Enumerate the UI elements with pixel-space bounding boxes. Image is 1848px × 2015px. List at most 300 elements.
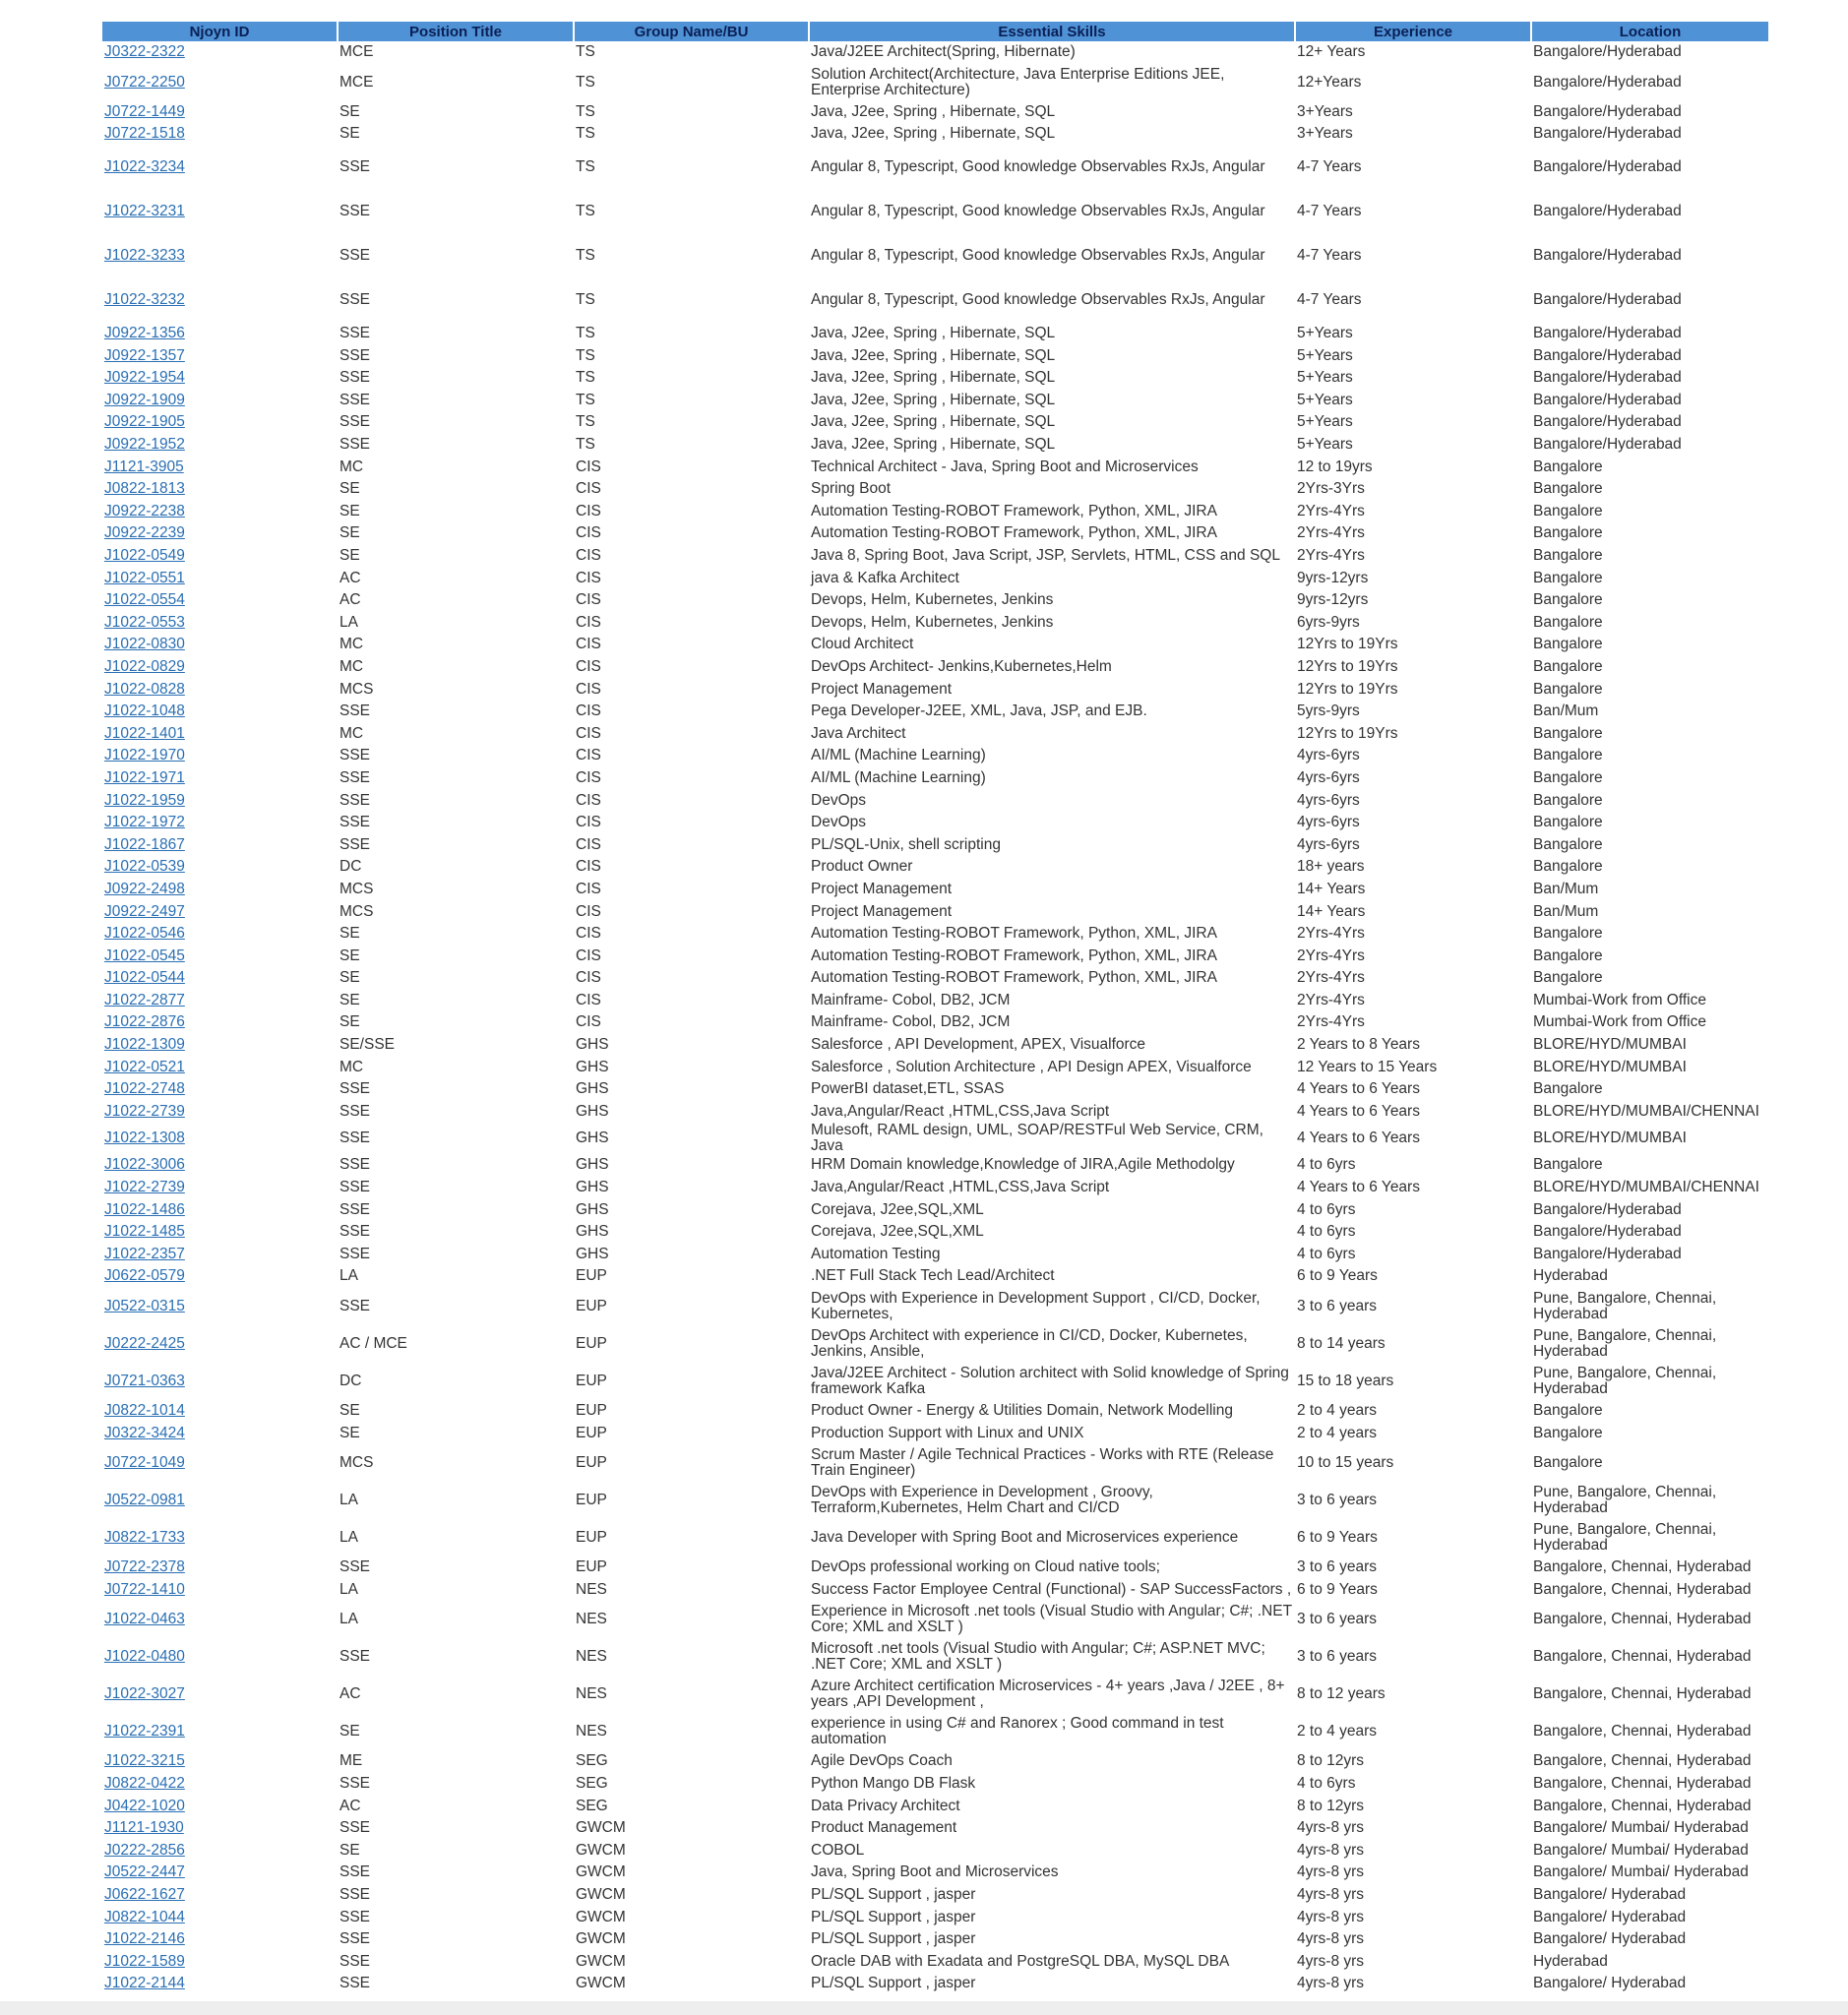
- cell-job-id-link: [102, 612, 338, 635]
- table-row: [102, 701, 1769, 723]
- job-id-link[interactable]: J0222-2425: [104, 1334, 185, 1352]
- cell-experience: 2Yrs-4Yrs: [1297, 991, 1365, 1008]
- cell-job-id-link: [102, 701, 338, 723]
- job-id-link[interactable]: J0322-2322: [104, 43, 185, 61]
- cell-experience: 4 to 6yrs: [1297, 1223, 1356, 1241]
- cell-job-id-link: [102, 1221, 338, 1244]
- cell-location: Bangalore/Hyderabad: [1533, 1200, 1682, 1218]
- cell-experience: 2Yrs-4Yrs: [1297, 1013, 1365, 1031]
- cell-position-title: MCE: [339, 43, 374, 61]
- job-id-link[interactable]: J0522-0981: [104, 1491, 185, 1508]
- table-row: [102, 1444, 1769, 1482]
- cell-location: BLORE/HYD/MUMBAI/CHENNAI: [1533, 1179, 1759, 1196]
- table-row: [102, 1579, 1769, 1602]
- cell-experience: 3+Years: [1297, 125, 1353, 143]
- col-header-position-title: Position Title: [338, 22, 574, 41]
- cell-essential-skills: Automation Testing-ROBOT Framework, Python, XML, JIRA: [811, 502, 1217, 519]
- cell-job-id-link: [102, 123, 338, 146]
- job-id-link[interactable]: J1022-3006: [104, 1156, 185, 1174]
- job-id-link[interactable]: J0922-1954: [104, 369, 185, 387]
- cell-experience: 6 to 9 Years: [1297, 1580, 1378, 1598]
- cell-experience: 4 to 6yrs: [1297, 1200, 1356, 1218]
- cell-group-name: EUP: [576, 1424, 607, 1441]
- cell-job-id-link: [102, 722, 338, 745]
- table-row: [102, 41, 1769, 64]
- cell-group-name: GHS: [576, 1036, 609, 1054]
- cell-group-name: CIS: [576, 791, 601, 809]
- job-id-link[interactable]: J1022-0539: [104, 858, 185, 876]
- cell-essential-skills: Java, J2ee, Spring , Hibernate, SQL: [811, 369, 1056, 387]
- cell-job-id-link: [102, 1101, 338, 1124]
- job-id-link[interactable]: J0522-2447: [104, 1863, 185, 1881]
- table-row: [102, 833, 1769, 856]
- cell-job-id-link: [102, 900, 338, 923]
- cell-experience: 6 to 9 Years: [1297, 1267, 1378, 1285]
- cell-job-id-link: [102, 745, 338, 767]
- job-id-link[interactable]: J0922-1909: [104, 391, 185, 408]
- cell-group-name: SEG: [576, 1797, 608, 1814]
- cell-job-id-link: [102, 278, 338, 323]
- cell-job-id-link: [102, 1198, 338, 1221]
- job-id-link[interactable]: J0822-1014: [104, 1402, 185, 1420]
- cell-job-id-link: [102, 1750, 338, 1773]
- cell-group-name: GWCM: [576, 1885, 626, 1903]
- job-id-link[interactable]: J1022-1970: [104, 747, 185, 764]
- cell-experience: 4 Years to 6 Years: [1297, 1179, 1420, 1196]
- job-id-link[interactable]: J0722-2250: [104, 73, 185, 91]
- cell-essential-skills: Angular 8, Typescript, Good knowledge Observables RxJs, Angular: [811, 247, 1265, 265]
- cell-group-name: CIS: [576, 657, 601, 675]
- cell-essential-skills: Java, J2ee, Spring , Hibernate, SQL: [811, 391, 1056, 408]
- cell-experience: 5+Years: [1297, 325, 1353, 342]
- cell-essential-skills: PL/SQL Support , jasper: [811, 1930, 976, 1948]
- cell-group-name: NES: [576, 1648, 607, 1666]
- cell-position-title: SSE: [339, 1156, 371, 1174]
- cell-essential-skills: HRM Domain knowledge,Knowledge of JIRA,Agile Methodolgy: [811, 1156, 1235, 1174]
- job-id-link[interactable]: J0722-1049: [104, 1453, 185, 1471]
- cell-essential-skills: Project Management: [811, 680, 953, 698]
- cell-location: Bangalore: [1533, 1453, 1603, 1471]
- job-id-link[interactable]: J1022-1972: [104, 814, 185, 831]
- cell-location: Bangalore, Chennai, Hyderabad: [1533, 1797, 1752, 1814]
- cell-position-title: MCE: [339, 73, 374, 91]
- job-id-link[interactable]: J1022-0553: [104, 613, 185, 631]
- cell-essential-skills: Angular 8, Typescript, Good knowledge Observables RxJs, Angular: [811, 158, 1265, 176]
- job-id-link[interactable]: J1022-1401: [104, 724, 185, 742]
- cell-essential-skills: PL/SQL Support , jasper: [811, 1975, 976, 1992]
- job-id-link[interactable]: J0622-0579: [104, 1267, 185, 1285]
- cell-experience: 15 to 18 years: [1297, 1372, 1394, 1389]
- cell-position-title: SE: [339, 1424, 360, 1441]
- job-id-link[interactable]: J1022-2877: [104, 991, 185, 1008]
- cell-essential-skills: AI/ML (Machine Learning): [811, 768, 986, 786]
- job-id-link[interactable]: J0721-0363: [104, 1372, 185, 1389]
- cell-location: BLORE/HYD/MUMBAI: [1533, 1036, 1687, 1054]
- job-id-link[interactable]: J1022-2739: [104, 1179, 185, 1196]
- cell-group-name: GWCM: [576, 1841, 626, 1859]
- cell-essential-skills: Spring Boot: [811, 480, 891, 498]
- job-id-link[interactable]: J0822-1813: [104, 480, 185, 498]
- cell-job-id-link: [102, 1773, 338, 1796]
- table-row: [102, 234, 1769, 278]
- cell-location: Bangalore/Hyderabad: [1533, 325, 1682, 342]
- job-id-link[interactable]: J1022-2391: [104, 1723, 185, 1740]
- job-id-link[interactable]: J0722-1410: [104, 1580, 185, 1598]
- cell-job-id-link: [102, 478, 338, 501]
- cell-experience: 3 to 6 years: [1297, 1491, 1377, 1508]
- job-id-link[interactable]: J1022-1589: [104, 1952, 185, 1970]
- cell-location: Bangalore/Hyderabad: [1533, 1245, 1682, 1262]
- table-row: [102, 745, 1769, 767]
- cell-group-name: CIS: [576, 724, 601, 742]
- cell-location: Bangalore, Chennai, Hyderabad: [1533, 1774, 1752, 1792]
- job-id-link[interactable]: J1022-0544: [104, 969, 185, 987]
- cell-job-id-link: [102, 1862, 338, 1884]
- job-id-link[interactable]: J0922-1952: [104, 436, 185, 454]
- job-id-link[interactable]: J1022-0554: [104, 591, 185, 609]
- table-row: [102, 1177, 1769, 1199]
- cell-group-name: GHS: [576, 1130, 609, 1147]
- job-id-link[interactable]: J1022-2748: [104, 1080, 185, 1098]
- cell-experience: 4yrs-6yrs: [1297, 814, 1360, 831]
- job-id-link[interactable]: J1022-2739: [104, 1102, 185, 1120]
- cell-job-id-link: [102, 101, 338, 124]
- cell-group-name: TS: [576, 436, 595, 454]
- cell-job-id-link: [102, 390, 338, 412]
- cell-position-title: MCS: [339, 880, 374, 897]
- table-row: [102, 501, 1769, 523]
- cell-job-id-link: [102, 1884, 338, 1907]
- cell-group-name: EUP: [576, 1372, 607, 1389]
- job-id-link[interactable]: J0922-2238: [104, 502, 185, 519]
- job-id-link[interactable]: J1022-3027: [104, 1685, 185, 1703]
- job-id-link[interactable]: J1022-2357: [104, 1245, 185, 1262]
- job-id-link[interactable]: J1022-1486: [104, 1200, 185, 1218]
- job-id-link[interactable]: J0722-1449: [104, 102, 185, 120]
- cell-location: Bangalore: [1533, 569, 1603, 586]
- cell-job-id-link: [102, 1288, 338, 1325]
- cell-position-title: AC: [339, 1797, 361, 1814]
- cell-essential-skills: Experience in Microsoft .net tools (Visual Studio with Angular; C#; .NET Core; XML and XSLT ): [811, 1603, 1292, 1636]
- job-id-link[interactable]: J1121-1930: [104, 1819, 184, 1837]
- job-id-link[interactable]: J1022-0829: [104, 657, 185, 675]
- cell-essential-skills: Angular 8, Typescript, Good knowledge Observables RxJs, Angular: [811, 203, 1265, 220]
- cell-position-title: SSE: [339, 702, 371, 720]
- cell-essential-skills: Oracle DAB with Exadata and PostgreSQL DBA, MySQL DBA: [811, 1952, 1230, 1970]
- table-row: [102, 1482, 1769, 1519]
- cell-essential-skills: PL/SQL Support , jasper: [811, 1885, 976, 1903]
- cell-group-name: EUP: [576, 1491, 607, 1508]
- table-row: [102, 367, 1769, 390]
- cell-essential-skills: Java/J2EE Architect(Spring, Hibernate): [811, 43, 1076, 61]
- cell-job-id-link: [102, 411, 338, 434]
- cell-location: Bangalore/Hyderabad: [1533, 369, 1682, 387]
- cell-position-title: SSE: [339, 291, 371, 309]
- cell-location: Bangalore: [1533, 768, 1603, 786]
- cell-job-id-link: [102, 879, 338, 901]
- job-id-link[interactable]: J1022-1485: [104, 1223, 185, 1241]
- cell-group-name: TS: [576, 73, 595, 91]
- cell-location: Bangalore/ Hyderabad: [1533, 1930, 1687, 1948]
- cell-essential-skills: Java, J2ee, Spring , Hibernate, SQL: [811, 413, 1056, 431]
- cell-essential-skills: DevOps professional working on Cloud native tools;: [811, 1558, 1160, 1576]
- cell-essential-skills: Azure Architect certification Microservices - 4+ years ,Java / J2EE , 8+ years ,API Development ,: [811, 1678, 1285, 1711]
- cell-group-name: CIS: [576, 747, 601, 764]
- cell-experience: 12 Years to 15 Years: [1297, 1058, 1438, 1075]
- cell-experience: 4 Years to 6 Years: [1297, 1080, 1420, 1098]
- cell-experience: 4yrs-8 yrs: [1297, 1952, 1365, 1970]
- table-row: [102, 1638, 1769, 1676]
- cell-group-name: CIS: [576, 969, 601, 987]
- job-id-link[interactable]: J1022-2144: [104, 1975, 185, 1992]
- cell-location: Bangalore: [1533, 547, 1603, 565]
- cell-experience: 3 to 6 years: [1297, 1297, 1377, 1314]
- job-id-link[interactable]: J0322-3424: [104, 1424, 185, 1441]
- cell-position-title: SSE: [339, 1130, 371, 1147]
- cell-group-name: TS: [576, 158, 595, 176]
- job-id-link[interactable]: J1022-0480: [104, 1648, 185, 1666]
- cell-job-id-link: [102, 1713, 338, 1750]
- table-row: [102, 923, 1769, 946]
- cell-experience: 4-7 Years: [1297, 291, 1362, 309]
- cell-job-id-link: [102, 344, 338, 367]
- cell-job-id-link: [102, 1400, 338, 1423]
- cell-job-id-link: [102, 545, 338, 568]
- job-id-link[interactable]: J0922-1905: [104, 413, 185, 431]
- cell-position-title: SSE: [339, 768, 371, 786]
- job-id-link[interactable]: J0922-1357: [104, 346, 185, 364]
- cell-position-title: SSE: [339, 1908, 371, 1925]
- cell-essential-skills: Data Privacy Architect: [811, 1797, 960, 1814]
- table-row: [102, 990, 1769, 1012]
- cell-experience: 3 to 6 years: [1297, 1648, 1377, 1666]
- job-id-link[interactable]: J1022-0463: [104, 1611, 185, 1628]
- cell-job-id-link: [102, 146, 338, 190]
- job-id-link[interactable]: J1022-1048: [104, 702, 185, 720]
- job-id-link[interactable]: J1022-3231: [104, 203, 185, 220]
- cell-group-name: TS: [576, 125, 595, 143]
- cell-location: Bangalore/Hyderabad: [1533, 346, 1682, 364]
- cell-group-name: EUP: [576, 1528, 607, 1546]
- cell-experience: 2Yrs-4Yrs: [1297, 524, 1365, 542]
- table-row: [102, 323, 1769, 345]
- job-id-link[interactable]: J0922-2497: [104, 902, 185, 920]
- cell-job-id-link: [102, 1950, 338, 1973]
- cell-experience: 2 to 4 years: [1297, 1402, 1377, 1420]
- cell-group-name: CIS: [576, 991, 601, 1008]
- job-id-link[interactable]: J1022-1971: [104, 768, 185, 786]
- cell-job-id-link: [102, 501, 338, 523]
- cell-group-name: NES: [576, 1580, 607, 1598]
- cell-position-title: SE: [339, 969, 360, 987]
- cell-location: Bangalore: [1533, 1156, 1603, 1174]
- cell-position-title: AC: [339, 569, 361, 586]
- cell-group-name: CIS: [576, 547, 601, 565]
- cell-experience: 4yrs-6yrs: [1297, 768, 1360, 786]
- cell-essential-skills: DevOps: [811, 814, 866, 831]
- job-id-link[interactable]: J0922-2239: [104, 524, 185, 542]
- cell-location: BLORE/HYD/MUMBAI: [1533, 1130, 1687, 1147]
- col-header-group-name: Group Name/BU: [574, 22, 809, 41]
- cell-group-name: CIS: [576, 925, 601, 943]
- job-id-link[interactable]: J1022-0551: [104, 569, 185, 586]
- cell-location: Bangalore/Hyderabad: [1533, 1223, 1682, 1241]
- table-row: [102, 1839, 1769, 1862]
- cell-experience: 3 to 6 years: [1297, 1558, 1377, 1576]
- table-row: [102, 612, 1769, 635]
- cell-essential-skills: Java, Spring Boot and Microservices: [811, 1863, 1059, 1881]
- cell-position-title: SSE: [339, 158, 371, 176]
- table-row: [102, 390, 1769, 412]
- cell-position-title: MC: [339, 724, 364, 742]
- job-id-link[interactable]: J1022-1867: [104, 835, 185, 853]
- job-openings-table: [102, 22, 1770, 1995]
- job-id-link[interactable]: J1022-3232: [104, 291, 185, 309]
- cell-position-title: SE: [339, 1841, 360, 1859]
- job-id-link[interactable]: J1022-0546: [104, 925, 185, 943]
- cell-job-id-link: [102, 1034, 338, 1057]
- job-id-link[interactable]: J0822-0422: [104, 1774, 185, 1792]
- cell-experience: 4 to 6yrs: [1297, 1156, 1356, 1174]
- cell-experience: 8 to 12yrs: [1297, 1752, 1365, 1770]
- cell-position-title: MC: [339, 1058, 364, 1075]
- table-row: [102, 1928, 1769, 1951]
- cell-experience: 2Yrs-4Yrs: [1297, 946, 1365, 964]
- job-id-link[interactable]: J0422-1020: [104, 1797, 185, 1814]
- cell-experience: 14+ Years: [1297, 880, 1366, 897]
- cell-essential-skills: Python Mango DB Flask: [811, 1774, 976, 1792]
- cell-essential-skills: Microsoft .net tools (Visual Studio with Angular; C#; ASP.NET MVC; .NET Core; XML and XSLT ): [811, 1640, 1265, 1674]
- cell-position-title: LA: [339, 1491, 358, 1508]
- job-id-link[interactable]: J1121-3905: [104, 458, 184, 475]
- job-id-link[interactable]: J1022-0830: [104, 636, 185, 653]
- cell-essential-skills: java & Kafka Architect: [811, 569, 959, 586]
- job-id-link[interactable]: J1022-3233: [104, 247, 185, 265]
- job-id-link[interactable]: J0222-2856: [104, 1841, 185, 1859]
- cell-essential-skills: Java, J2ee, Spring , Hibernate, SQL: [811, 346, 1056, 364]
- cell-group-name: GWCM: [576, 1819, 626, 1837]
- cell-experience: 4yrs-8 yrs: [1297, 1908, 1365, 1925]
- table-row: [102, 1601, 1769, 1638]
- cell-experience: 6yrs-9yrs: [1297, 613, 1360, 631]
- job-id-link[interactable]: J1022-1308: [104, 1130, 185, 1147]
- cell-group-name: GWCM: [576, 1863, 626, 1881]
- cropped-top-strip: [0, 0, 1848, 16]
- cell-experience: 2 to 4 years: [1297, 1723, 1377, 1740]
- cell-experience: 4yrs-6yrs: [1297, 835, 1360, 853]
- job-id-link[interactable]: J0722-1518: [104, 125, 185, 143]
- table-row: [102, 1078, 1769, 1101]
- table-row: [102, 1101, 1769, 1124]
- cell-location: Bangalore: [1533, 480, 1603, 498]
- cell-essential-skills: Devops, Helm, Kubernetes, Jenkins: [811, 613, 1054, 631]
- cell-group-name: GWCM: [576, 1908, 626, 1925]
- cell-job-id-link: [102, 1638, 338, 1676]
- table-row: [102, 945, 1769, 967]
- cell-essential-skills: Automation Testing-ROBOT Framework, Python, XML, JIRA: [811, 946, 1217, 964]
- job-id-link[interactable]: J1022-3234: [104, 158, 185, 176]
- cell-location: Bangalore: [1533, 724, 1603, 742]
- bottom-strip: [0, 2001, 1848, 2015]
- job-id-link[interactable]: J0622-1627: [104, 1885, 185, 1903]
- cell-location: Bangalore, Chennai, Hyderabad: [1533, 1685, 1752, 1703]
- cell-experience: 4yrs-8 yrs: [1297, 1819, 1365, 1837]
- cell-group-name: CIS: [576, 613, 601, 631]
- cell-experience: 4 Years to 6 Years: [1297, 1130, 1420, 1147]
- cell-location: Bangalore/ Hyderabad: [1533, 1908, 1687, 1925]
- job-id-link[interactable]: J1022-1309: [104, 1036, 185, 1054]
- cell-location: Bangalore: [1533, 524, 1603, 542]
- cell-position-title: MC: [339, 636, 364, 653]
- job-id-link[interactable]: J0822-1044: [104, 1908, 185, 1925]
- job-id-link[interactable]: J0922-2498: [104, 880, 185, 897]
- cell-location: Bangalore: [1533, 458, 1603, 475]
- cell-job-id-link: [102, 967, 338, 990]
- table-row: [102, 1288, 1769, 1325]
- table-row: [102, 1325, 1769, 1363]
- cell-job-id-link: [102, 1817, 338, 1840]
- cell-experience: 2Yrs-3Yrs: [1297, 480, 1365, 498]
- cell-position-title: MCS: [339, 902, 374, 920]
- table-row: [102, 656, 1769, 679]
- cell-location: Bangalore/Hyderabad: [1533, 291, 1682, 309]
- job-id-link[interactable]: J0722-2378: [104, 1558, 185, 1576]
- cell-location: Bangalore/Hyderabad: [1533, 413, 1682, 431]
- cell-position-title: SSE: [339, 791, 371, 809]
- job-id-link[interactable]: J0922-1356: [104, 325, 185, 342]
- job-id-link[interactable]: J1022-0549: [104, 547, 185, 565]
- job-id-link[interactable]: J1022-2146: [104, 1930, 185, 1948]
- cell-experience: 18+ years: [1297, 858, 1365, 876]
- cell-group-name: CIS: [576, 835, 601, 853]
- job-id-link[interactable]: J1022-3215: [104, 1752, 185, 1770]
- job-id-link[interactable]: J1022-0521: [104, 1058, 185, 1075]
- cell-experience: 12Yrs to 19Yrs: [1297, 724, 1398, 742]
- job-id-link[interactable]: J0522-0315: [104, 1297, 185, 1314]
- cell-essential-skills: COBOL: [811, 1841, 865, 1859]
- table-row: [102, 856, 1769, 879]
- cell-position-title: SE: [339, 1402, 360, 1420]
- cell-position-title: SSE: [339, 1558, 371, 1576]
- job-id-link[interactable]: J0822-1733: [104, 1528, 185, 1546]
- table-row: [102, 1363, 1769, 1400]
- job-id-link[interactable]: J1022-1959: [104, 791, 185, 809]
- cell-position-title: SSE: [339, 369, 371, 387]
- cell-position-title: SSE: [339, 1885, 371, 1903]
- cell-experience: 3+Years: [1297, 102, 1353, 120]
- job-id-link[interactable]: J1022-0828: [104, 680, 185, 698]
- cell-group-name: CIS: [576, 502, 601, 519]
- cell-position-title: SSE: [339, 413, 371, 431]
- table-row: [102, 678, 1769, 701]
- cell-job-id-link: [102, 434, 338, 457]
- cell-experience: 12+Years: [1297, 73, 1362, 91]
- cell-position-title: SSE: [339, 325, 371, 342]
- cell-experience: 2Yrs-4Yrs: [1297, 547, 1365, 565]
- cell-location: Bangalore/Hyderabad: [1533, 102, 1682, 120]
- cell-position-title: SSE: [339, 1819, 371, 1837]
- job-id-link[interactable]: J1022-0545: [104, 946, 185, 964]
- cell-job-id-link: [102, 1154, 338, 1177]
- cell-experience: 4yrs-8 yrs: [1297, 1841, 1365, 1859]
- cell-location: Bangalore/Hyderabad: [1533, 125, 1682, 143]
- cell-position-title: SE: [339, 547, 360, 565]
- cell-essential-skills: Java Architect: [811, 724, 906, 742]
- cell-location: Bangalore: [1533, 925, 1603, 943]
- cell-essential-skills: PL/SQL-Unix, shell scripting: [811, 835, 1001, 853]
- job-id-link[interactable]: J1022-2876: [104, 1013, 185, 1031]
- cell-job-id-link: [102, 234, 338, 278]
